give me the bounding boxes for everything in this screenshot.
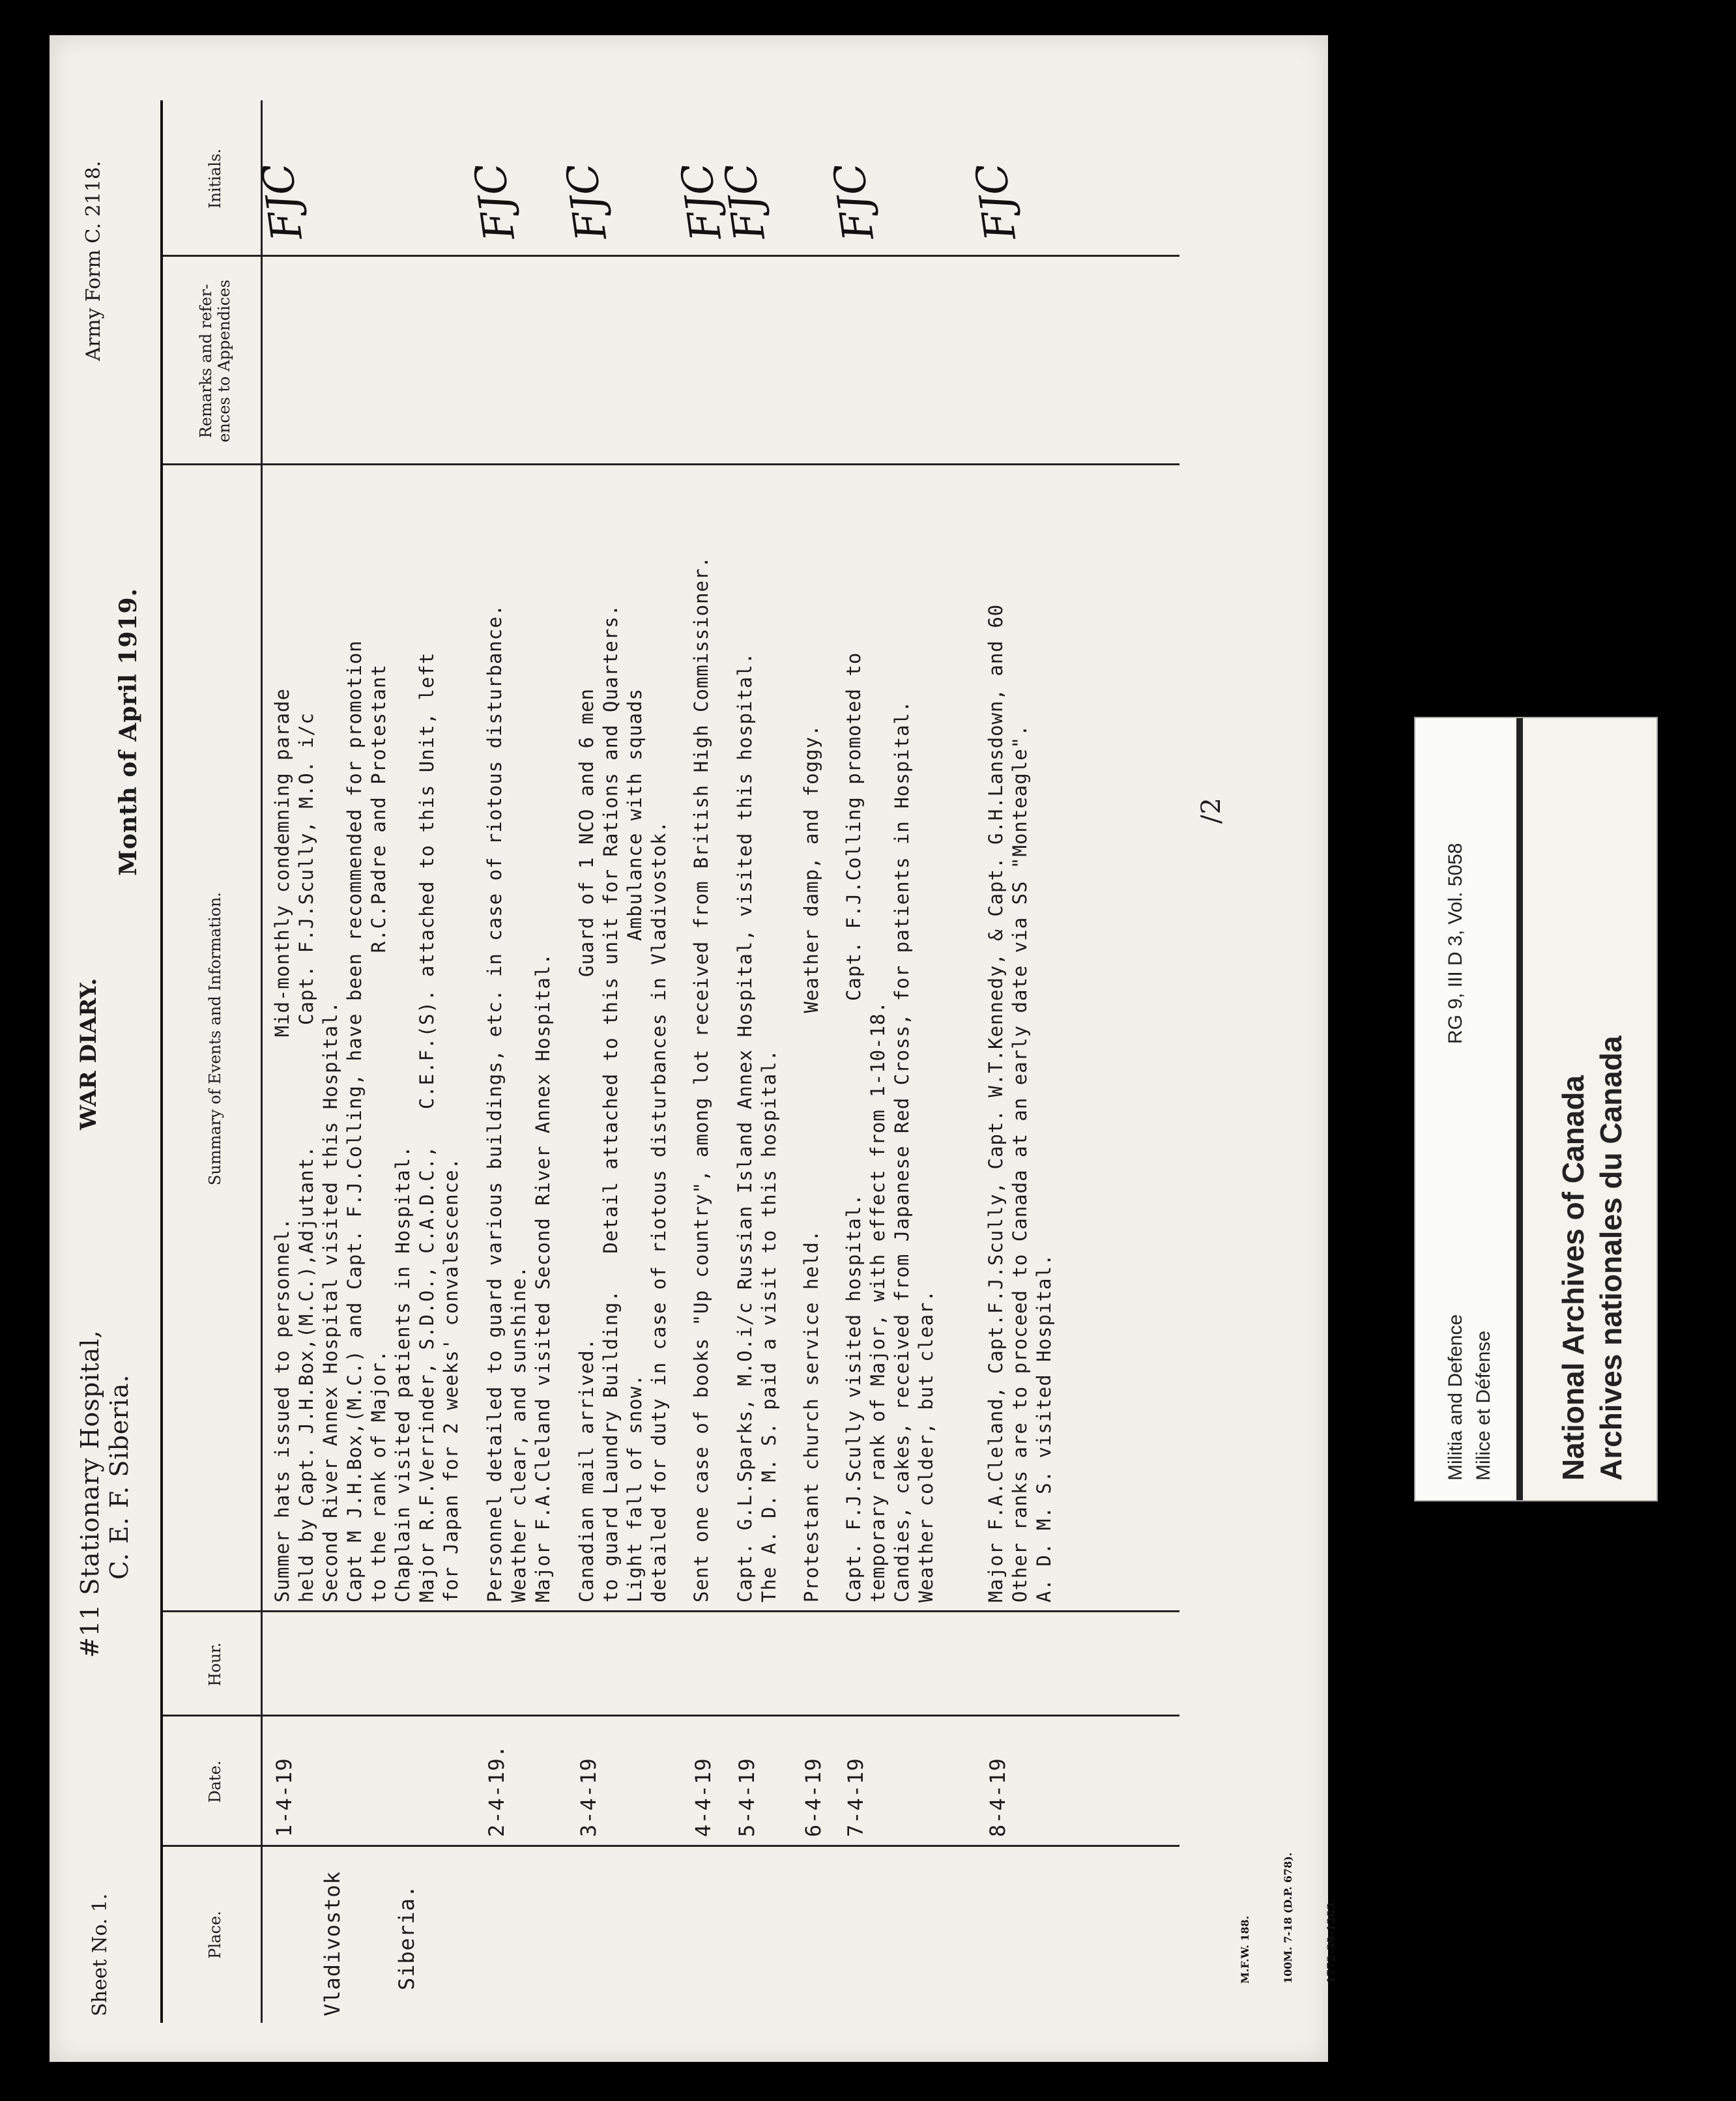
place-value: [270, 1871, 469, 2016]
entry-date: 7-4-19: [843, 1758, 868, 1837]
summary-line: Capt M J.H.Box,(M.C.) and Capt. F.J.Colling, have been recommended for promotion: [343, 640, 366, 1602]
summary-line: Weather clear, and sunshine.: [508, 1266, 530, 1602]
remarks-header-line1: Remarks and refer-: [197, 283, 215, 439]
summary-line: The A. D. M. S. paid a visit to this hospital.: [758, 1049, 780, 1602]
col-header-initials: Initials.: [206, 149, 224, 209]
entry-initials-signature: FJC: [253, 160, 312, 244]
entry-summary: [575, 604, 671, 1602]
col-header-place: Place.: [206, 1911, 224, 1959]
dept-french: Milice et Défense: [1473, 1330, 1494, 1481]
label-archive-name: [1523, 718, 1656, 1500]
summary-line: Other ranks are to proceed to Canada at an early date via SS "Monteagle".: [1009, 724, 1031, 1602]
archive-label: [1414, 717, 1658, 1501]
summary-line: to guard Laundry Building. Detail attached to this unit for Rations and Quarters.: [600, 603, 622, 1602]
printer-line-1: M.F.W. 188.: [1239, 1915, 1251, 1984]
summary-line: Chaplain visited patients in Hospital.: [392, 1145, 414, 1602]
summary-line: Light fall of snow. Ambulance with squads: [624, 688, 646, 1602]
entry-initials-signature: FJC: [673, 160, 731, 244]
archive-name-english: National Archives of Canada: [1556, 1075, 1590, 1481]
summary-line: Canadian mail arrived. Guard of 1 NCO and 6 men: [575, 688, 598, 1602]
label-reference-strip: [1415, 718, 1523, 1500]
col-divider: [163, 1610, 1179, 1612]
col-divider: [163, 1845, 1179, 1847]
entry-date: 2-4-19.: [484, 1745, 509, 1837]
remarks-header-line2: ences to Appendices: [215, 280, 233, 442]
diary-page: [50, 35, 1337, 2062]
summary-line: Second River Annex Hospital visited this Hospital.: [319, 1001, 341, 1602]
unit-line-2: C. E. F. Siberia.: [105, 1374, 134, 1580]
entry-date: 5-4-19: [734, 1758, 759, 1837]
entry-summary: [483, 604, 555, 1602]
place-line-1: Vladivostok: [320, 1871, 345, 2016]
col-divider: [163, 463, 1179, 465]
summary-line: Protestant church service held. Weather damp, and foggy.: [800, 724, 822, 1602]
col-header-hour: Hour.: [206, 1642, 224, 1687]
entry-initials-signature: FJC: [825, 160, 884, 244]
col-header-date: Date.: [206, 1760, 224, 1803]
archive-name-french: Archives nationales du Canada: [1594, 1036, 1628, 1481]
sheet-number: Sheet No. 1.: [89, 1893, 111, 2016]
army-form-number: Army Form C. 2118.: [82, 160, 105, 361]
printer-line-2: 100M. 7-18 (D.P. 678).: [1282, 1852, 1294, 1984]
summary-line: held by Capt. J.H.Box,(M.C.),Adjutant. Capt. F.J.Scully, M.O. i/c: [295, 712, 317, 1602]
entry-summary: [270, 640, 463, 1602]
war-diary-form: [50, 55, 1327, 2062]
entry-initials-signature: FJC: [466, 160, 525, 244]
diary-month: Month of April 1919.: [115, 587, 142, 876]
summary-line: detailed for duty in case of riotous disturbances in Vladivostok.: [648, 820, 670, 1602]
entry-date: 1-4-19: [272, 1758, 297, 1837]
entry-initials-signature: FJC: [967, 160, 1026, 244]
col-divider: [163, 1715, 1179, 1717]
summary-line: Major F.A.Cleland, Capt.F.J.Scully, Capt. W.T.Kennedy, & Capt. G.H.Lansdown, and 60: [985, 603, 1007, 1602]
archive-reference: RG 9, III D 3, Vol. 5058: [1445, 843, 1466, 1044]
summary-line: A. D. M. S. visited Hospital.: [1033, 1253, 1055, 1602]
entry-date: 4-4-19: [691, 1758, 716, 1837]
unit-line-1: #11 Stationary Hospital,: [76, 1329, 104, 1658]
diary-table: [160, 100, 1179, 2023]
summary-line: temporary rank of Major, with effect from 1-10-18.: [867, 1001, 889, 1602]
entry-date: 3-4-19: [576, 1758, 601, 1837]
summary-line: Sent one case of books "Up country", among lot received from British High Commissioner.: [690, 556, 712, 1602]
entry-summary: [800, 724, 824, 1602]
summary-line: Major R.F.Verrinder, S.D.O., C.A.D.C., C.E.F.(S). attached to this Unit, left: [416, 652, 438, 1602]
entry-initials-signature: FJC: [558, 160, 616, 244]
summary-line: Capt. F.J.Scully visited hospital. Capt. F.J.Colling promoted to: [843, 652, 865, 1602]
summary-line: Candies, cakes, received from Japanese Red Cross, for patients in Hospital.: [891, 700, 913, 1602]
archive-label-content: [1415, 718, 1656, 1500]
summary-line: Personnel detailed to guard various buildings, etc. in case of riotous disturbance.: [484, 603, 506, 1602]
summary-line: Weather colder, but clear.: [915, 1290, 937, 1602]
diary-title: WAR DIARY.: [76, 978, 102, 1130]
summary-line: Capt. G.L.Sparks, M.O.i/c Russian Island Annex Hospital, visited this hospital.: [734, 652, 756, 1602]
entry-date: 8-4-19: [985, 1758, 1010, 1837]
place-line-2: Siberia.: [394, 1884, 419, 1990]
printer-line-3: 1772-39-1283.: [1325, 1898, 1337, 1984]
summary-line: Major F.A.Cleland visited Second River Annex Hospital.: [532, 953, 554, 1602]
summary-line: to the rank of Major. R.C.Padre and Protestant: [368, 664, 390, 1602]
entry-summary: [733, 652, 781, 1602]
entry-date: 6-4-19: [801, 1758, 826, 1837]
col-divider: [163, 255, 1179, 257]
page-number: /2: [1196, 797, 1226, 824]
summary-line: for Japan for 2 weeks' convalescence.: [440, 1157, 462, 1602]
entry-initials-signature: FJC: [716, 160, 775, 244]
entry-summary: [689, 556, 714, 1602]
col-header-summary: Summary of Events and Information.: [206, 891, 224, 1186]
header-rule: [261, 100, 263, 2023]
col-header-remarks: [169, 257, 261, 465]
summary-line: Summer hats issued to personnel. Mid-monthly condemning parade: [271, 688, 293, 1602]
entry-summary: [984, 604, 1056, 1602]
dept-english: Militia and Defence: [1445, 1314, 1466, 1481]
entry-summary: [842, 652, 938, 1602]
